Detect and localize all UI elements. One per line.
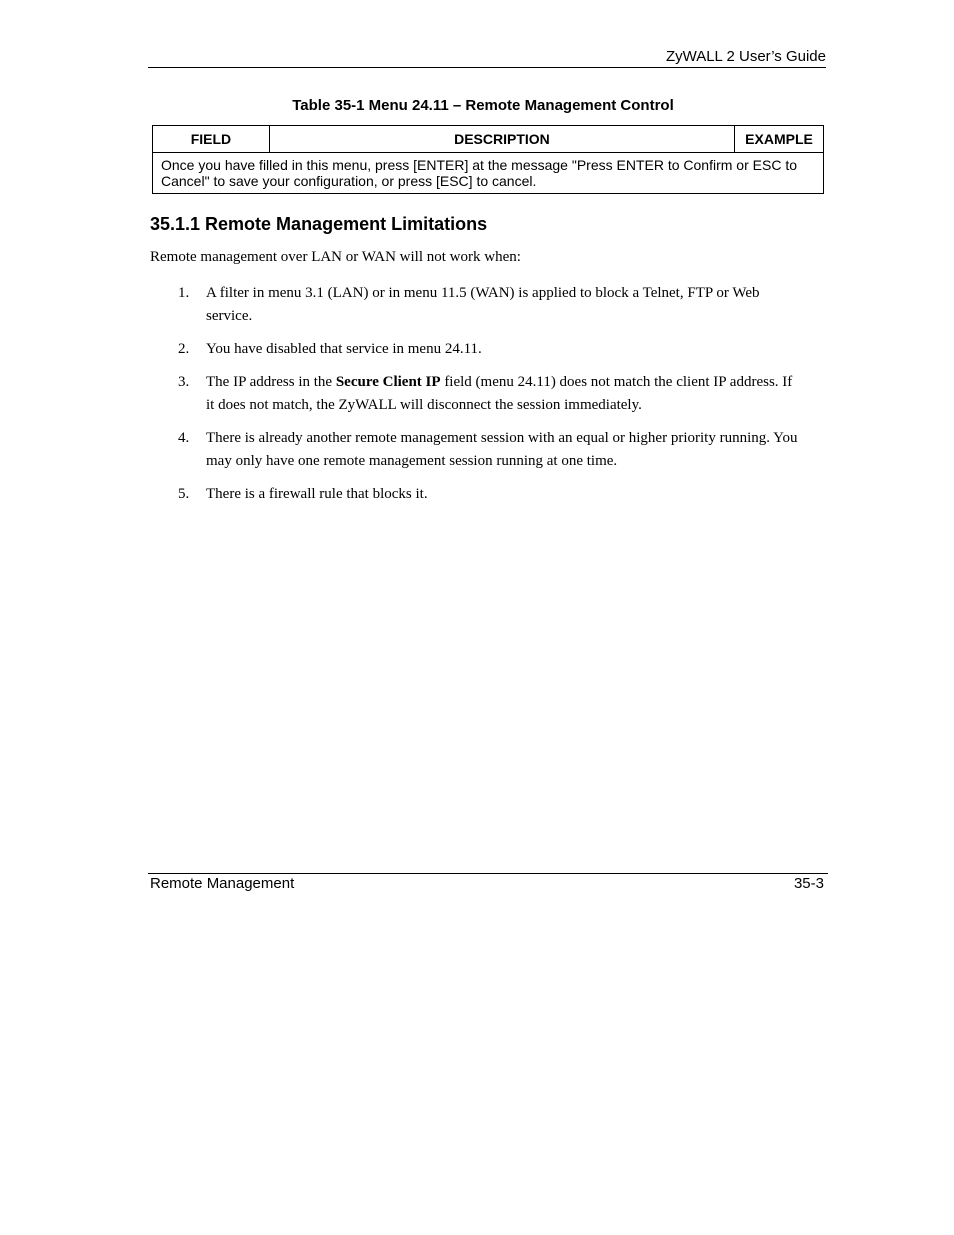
section-heading: 35.1.1 Remote Management Limitations (150, 214, 488, 234)
header-divider (148, 67, 826, 68)
remote-management-table (152, 125, 824, 194)
list-item (150, 427, 826, 473)
list-number: 2. (178, 341, 190, 357)
list-number: 5. (178, 486, 190, 502)
column-header-field: FIELD (153, 126, 270, 153)
list-item-text: The IP address in the (206, 374, 336, 390)
list-number: 1. (178, 285, 190, 301)
list-item-line: You have disabled that service in menu 24.11. (206, 341, 482, 357)
list-item-line: There is already another remote management session with an equal or higher priority running. You (206, 430, 798, 446)
list-item-line (206, 371, 826, 394)
running-header: ZyWALL 2 User’s Guide (665, 48, 826, 65)
list-item (150, 338, 826, 361)
table-note-line: Once you have filled in this menu, press [ENTER] at the message "Press ENTER to Confirm or ESC to (161, 157, 797, 173)
footer-divider (148, 873, 828, 874)
list-number: 3. (178, 374, 190, 390)
list-item-line: may only have one remote management session running at one time. (206, 453, 618, 469)
table-row (153, 153, 824, 194)
list-item (150, 483, 826, 506)
table-header-row (153, 126, 824, 153)
page-number: 35-3 (793, 875, 824, 892)
list-item-line: There is a firewall rule that blocks it. (206, 486, 428, 502)
intro-paragraph: Remote management over LAN or WAN will not work when: (150, 249, 521, 265)
limitations-list (150, 282, 826, 516)
column-header-description: DESCRIPTION (269, 126, 734, 153)
field-name-secure-client-ip: Secure Client IP (335, 374, 441, 390)
list-item (150, 371, 826, 417)
list-item-line: A filter in menu 3.1 (LAN) or in menu 11.5 (WAN) is applied to block a Telnet, FTP or Web (206, 285, 760, 301)
list-item-line: service. (206, 308, 253, 324)
table-note-line: Cancel" to save your configuration, or press [ESC] to cancel. (161, 173, 537, 189)
table-caption: Table 35-1 Menu 24.11 – Remote Management Control (292, 97, 674, 114)
column-header-example: EXAMPLE (735, 126, 824, 153)
list-item-text: field (menu 24.11) does not match the client IP address. If (440, 374, 793, 390)
list-item (150, 282, 826, 328)
list-number: 4. (178, 430, 190, 446)
table-note-cell (153, 153, 824, 194)
footer-chapter: Remote Management (150, 875, 295, 892)
list-item-line: it does not match, the ZyWALL will disconnect the session immediately. (206, 397, 642, 413)
